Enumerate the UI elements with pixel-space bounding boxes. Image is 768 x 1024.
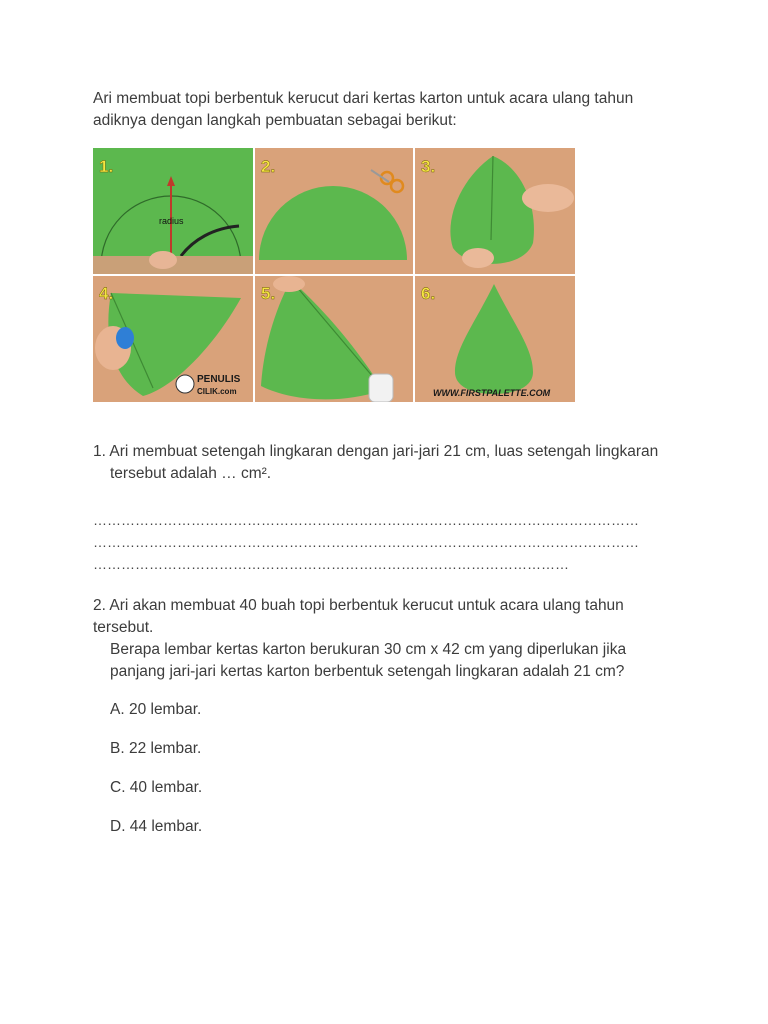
question-1: [93, 441, 675, 485]
penulis-logo-sub: CILIK.com: [197, 387, 237, 396]
option-c: C. 40 lembar.: [110, 779, 203, 796]
step-number-2: 2.: [261, 157, 276, 176]
option-b: B. 22 lembar.: [110, 740, 202, 757]
answer-line-1: ………………………………………………………………………………………………………: [93, 512, 639, 528]
answer-line-3: …………………………………………………………………………………………: [93, 556, 569, 572]
step-number-4: 4.: [99, 284, 114, 303]
question-2-detail: Berapa lembar kertas karton berukuran 30 cm x 42 cm yang diperlukan jika panjang jari-jari kertas karton berbentuk setengah lingkaran adalah 21 cm?: [110, 641, 627, 680]
step-number-5: 5.: [261, 284, 276, 303]
intro-paragraph: Ari membuat topi berbentuk kerucut dari kertas karton untuk acara ulang tahun adiknya dengan langkah pembuatan sebagai berikut:: [93, 90, 634, 129]
question-2: [93, 595, 675, 683]
penulis-logo-text: PENULIS: [197, 374, 241, 385]
question-1-text: 1. Ari membuat setengah lingkaran dengan jari-jari 21 cm, luas setengah lingkaran: [93, 443, 659, 460]
option-d: D. 44 lembar.: [110, 818, 203, 835]
step-number-1: 1.: [99, 157, 114, 176]
step-number-3: 3.: [421, 157, 436, 176]
firstpalette-watermark: WWW.FIRSTPALETTE.COM: [433, 388, 551, 398]
radius-label: radius: [159, 216, 184, 226]
question-2-text: 2. Ari akan membuat 40 buah topi berbentuk kerucut untuk acara ulang tahun tersebut.: [93, 597, 624, 636]
question-1-continuation: tersebut adalah … cm².: [110, 465, 272, 482]
answer-line-2: ………………………………………………………………………………………………………: [93, 534, 639, 550]
cone-hat-steps-figure: [93, 148, 575, 402]
option-a: A. 20 lembar.: [110, 701, 202, 718]
step-number-6: 6.: [421, 284, 436, 303]
